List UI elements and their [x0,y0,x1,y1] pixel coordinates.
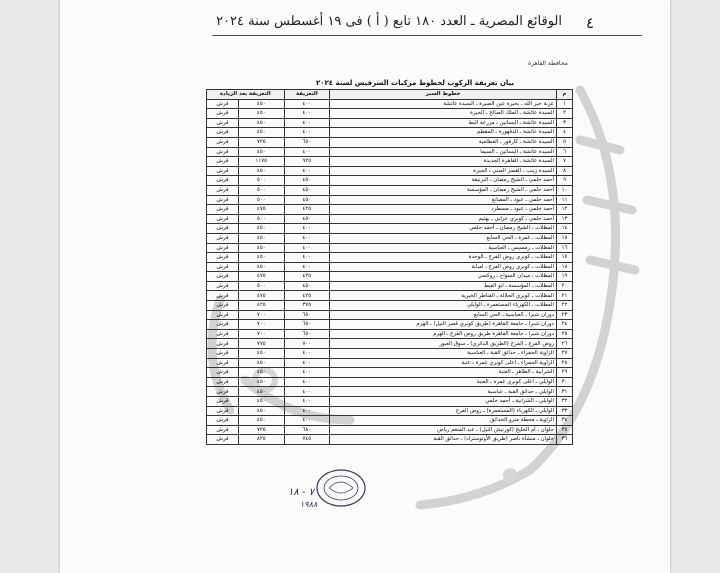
row-index: ٣١ [557,387,573,397]
row-new-fare: ٤٥٠ [238,368,284,378]
table-row [207,329,573,339]
official-stamp [315,468,367,508]
row-index: ١٥ [557,233,573,243]
row-fare: ٤٠٠ [284,349,330,359]
row-route: أحمد حلمي ـ عبود ـ المصانع [330,195,557,205]
row-index: ٣ [557,118,573,128]
table-row [207,349,573,359]
row-unit: قرش [207,377,239,387]
row-new-fare: ٥٠٠ [238,214,284,224]
row-fare: ٤٠٠ [284,147,330,157]
row-route: المظلات ـ الكهرباء المستعمرة ـ الوايلي [330,301,557,311]
table-row [207,147,573,157]
table-row [207,406,573,416]
row-new-fare: ٥٠٠ [238,195,284,205]
table-row [207,310,573,320]
row-unit: قرش [207,109,239,119]
row-unit: قرش [207,435,239,445]
header-title: الوقائع المصرية ـ العدد ١٨٠ تابع ( أ ) فى ١٩ أغسطس سنة ٢٠٢٤ [216,14,562,29]
table-row [207,128,573,138]
row-fare: ٤٠٠ [284,377,330,387]
governorate-label: محافظة القاهرة [528,60,568,67]
table-row [207,195,573,205]
table-row [207,205,573,215]
row-route: المظلات ـ ميدان السواح ـ روكسي [330,272,557,282]
row-fare: ٣٧٥ [284,301,330,311]
row-unit: قرش [207,128,239,138]
document-page [60,0,670,573]
header-rule [212,35,642,36]
row-new-fare: ٧٢٥ [238,425,284,435]
row-new-fare: ٤٥٠ [238,99,284,109]
row-index: ٢٩ [557,368,573,378]
row-route: الزاوية الحمراء ـ حدائق القبة ـ العباسية [330,349,557,359]
table-row [207,214,573,224]
row-new-fare: ٤٥٠ [238,262,284,272]
row-unit: قرش [207,118,239,128]
row-index: ١٩ [557,272,573,282]
col-new-fare-header: التعريفة بعد الزيادة [207,90,285,100]
row-unit: قرش [207,99,239,109]
row-route: المظلات ـ كوبري روض الفرج ـ الوحدة [330,253,557,263]
row-unit: قرش [207,205,239,215]
row-route: الزاوية ـ محطة مترو الحدائق [330,416,557,426]
row-index: ١٣ [557,214,573,224]
row-route: المظلات ـ كوبري الجلالة ـ القناطر الخيرية [330,291,557,301]
row-unit: قرش [207,387,239,397]
row-route: حلوان ـ منشأة ناصر (طريق الأوتوستراد) ـ حدائق القبة [330,435,557,445]
row-route: السيدة عائشة ـ القاهرة الجديدة [330,157,557,167]
fare-table [206,89,573,445]
row-new-fare: ٤٥٠ [238,224,284,234]
table-row [207,99,573,109]
row-route: أحمد حلمي ـ عبود ـ مسطرد [330,205,557,215]
row-index: ١٨ [557,262,573,272]
table-row [207,262,573,272]
row-route: الوايلي ـ اعلى كوبري غمرة ـ العتبة [330,377,557,387]
row-route: روض الفرج ـ المرج (الطريق الدائري) ـ سوق العبور [330,339,557,349]
row-fare: ٩٢٥ [284,157,330,167]
row-new-fare: ٤٥٠ [238,377,284,387]
col-fare-header: التعريفة [284,90,330,100]
row-new-fare: ٥٠٠ [238,185,284,195]
row-new-fare: ٤٧٥ [238,272,284,282]
row-index: ٢٣ [557,310,573,320]
row-route: دوران شبرا ـ جامعة القاهرة طريق روض الفرج ـ الهرم [330,329,557,339]
row-route: المظلات ـ المؤسسة ـ ابو الغيط [330,281,557,291]
row-new-fare: ٤٥٠ [238,253,284,263]
row-route: دوران شبرا ـ جامعة القاهرة (طريق كوبري قصر النيل) ـ الهرم [330,320,557,330]
table-row [207,109,573,119]
table-row [207,233,573,243]
table-body [207,99,573,444]
row-index: ٣٤ [557,416,573,426]
row-unit: قرش [207,281,239,291]
row-fare: ٤٠٠ [284,253,330,263]
row-new-fare: ٤٥٠ [238,387,284,397]
row-fare: ٤٥٠ [284,176,330,186]
row-index: ٢٤ [557,320,573,330]
row-fare: ٤٥٠ [284,195,330,205]
row-fare: ٤٠٠ [284,118,330,128]
row-unit: قرش [207,416,239,426]
row-index: ١ [557,99,573,109]
row-route: عزبة خير الله ـ بحيرة عين الصيرة ـ السيدة عائشة [330,99,557,109]
table-row [207,253,573,263]
row-fare: ٧٤٥ [284,435,330,445]
signature-date: ٧ - ١٨ [288,487,315,498]
row-fare: ٤٢٥ [284,205,330,215]
row-new-fare: ٤٥٠ [238,166,284,176]
row-new-fare: ٤٥٠ [238,349,284,359]
row-unit: قرش [207,253,239,263]
row-unit: قرش [207,243,239,253]
table-row [207,272,573,282]
row-unit: قرش [207,291,239,301]
row-route: الوايلي ـ الشرابية ـ أحمد حلمي [330,397,557,407]
row-fare: ٤٠٠ [284,166,330,176]
table-row [207,301,573,311]
table-header-row [207,90,573,100]
row-index: ٢٥ [557,329,573,339]
row-route: السيدة عائشة ـ كارفور ـ القطامية [330,137,557,147]
row-fare: ٦٨٠ [284,425,330,435]
table-row [207,339,573,349]
row-new-fare: ٤٥٠ [238,416,284,426]
row-fare: ٤٥٠ [284,281,330,291]
table-row [207,185,573,195]
row-unit: قرش [207,301,239,311]
row-index: ٢٢ [557,301,573,311]
row-unit: قرش [207,406,239,416]
row-index: ٥ [557,137,573,147]
row-new-fare: ٥٠٠ [238,176,284,186]
row-new-fare: ٤٥٠ [238,243,284,253]
table-row [207,387,573,397]
row-unit: قرش [207,320,239,330]
row-fare: ٤٠٠ [284,387,330,397]
row-index: ٢ [557,109,573,119]
row-route: حلوان ـ أم الخليج (كورنيش النيل) ـ عبد المنعم رياض [330,425,557,435]
row-fare: ٦٥٠ [284,310,330,320]
row-unit: قرش [207,358,239,368]
row-route: الوايلي ـ الكهرباء (المستعمرة) ـ روض الفرج [330,406,557,416]
row-route: السيدة عائشة ـ الدقهورة ـ المقطم [330,128,557,138]
table-row [207,425,573,435]
row-unit: قرش [207,137,239,147]
row-fare: ٤٠٠ [284,262,330,272]
row-index: ٤ [557,128,573,138]
row-new-fare: ٤٧٥ [238,291,284,301]
row-route: الشرابية ـ الظاهر ـ العتبة [330,368,557,378]
row-new-fare: ٧٢٥ [238,137,284,147]
row-route: السيدة عائشة ـ البساتين ـ مزرعة البط [330,118,557,128]
row-fare: ٤٠٠ [284,99,330,109]
row-index: ٣٣ [557,406,573,416]
table-row [207,291,573,301]
row-index: ٩ [557,176,573,186]
row-route: المظلات ـ كوبري روض الفرج ـ امبابة [330,262,557,272]
row-route: دوران شبرا ـ العباسية ـ الحي السابع [330,310,557,320]
row-index: ١٦ [557,243,573,253]
row-new-fare: ٤٥٠ [238,147,284,157]
row-new-fare: ٥٠٠ [238,281,284,291]
row-new-fare: ٤٥٠ [238,397,284,407]
row-unit: قرش [207,262,239,272]
table-row [207,368,573,378]
row-fare: ٦٥٠ [284,137,330,147]
row-new-fare: ٧٠٠ [238,320,284,330]
row-route: المظلات ـ الشيخ رمضان ـ أحمد حلمي [330,224,557,234]
table-row [207,166,573,176]
row-fare: ٤٥٠ [284,185,330,195]
row-unit: قرش [207,185,239,195]
row-index: ١٧ [557,253,573,263]
row-unit: قرش [207,339,239,349]
row-unit: قرش [207,176,239,186]
row-route: أحمد حلمي ـ الشيخ رمضان ـ البرنيقة [330,176,557,186]
row-fare: ٤٠٠ [284,358,330,368]
row-unit: قرش [207,166,239,176]
row-fare: ٤٠٠ [284,406,330,416]
row-fare: ٦٥٠ [284,329,330,339]
row-index: ١١ [557,195,573,205]
row-fare: ٤٠٠ [284,233,330,243]
row-new-fare: ٤٥٠ [238,406,284,416]
row-route: المظلات ـ غمرة ـ الحي السابع [330,233,557,243]
row-index: ٣٦ [557,435,573,445]
row-unit: قرش [207,368,239,378]
row-index: ٣٥ [557,425,573,435]
row-route: السيدة عائشة ـ الملك الصالح ـ الجيزة [330,109,557,119]
col-index-header: م [557,90,573,100]
table-row [207,243,573,253]
table-row [207,176,573,186]
row-route: الزاوية الحمراء ـ اعلى كوبري غمرة ـ عتبة [330,358,557,368]
row-new-fare: ٨٢٥ [238,435,284,445]
row-fare: ٤٠٠ [284,243,330,253]
page-number: ٤ [585,14,594,32]
row-new-fare: ٧٧٥ [238,339,284,349]
row-new-fare: ٤٧٥ [238,205,284,215]
table-row [207,377,573,387]
row-index: ٢٧ [557,349,573,359]
row-route: أحمد حلمي ـ الشيخ رمضان ـ المؤسسة [330,185,557,195]
table-row [207,281,573,291]
row-unit: قرش [207,349,239,359]
row-index: ١٢ [557,205,573,215]
row-unit: قرش [207,224,239,234]
row-fare: ٤٢٥ [284,291,330,301]
table-row [207,224,573,234]
table-row [207,358,573,368]
col-route-header: خطوط السير [330,90,557,100]
row-fare: ٤٥٠ [284,214,330,224]
table-row [207,137,573,147]
row-unit: قرش [207,157,239,167]
row-index: ٨ [557,166,573,176]
row-fare: ٧٠٠ [284,339,330,349]
table-row [207,435,573,445]
row-new-fare: ٤٥٠ [238,128,284,138]
row-index: ٦ [557,147,573,157]
row-route: أحمد حلمي ـ كوبري عرابي ـ بهتيم [330,214,557,224]
signature-number: ١٩٨٨ [300,500,318,509]
row-new-fare: ١١٧٥ [238,157,284,167]
row-fare: ٤٠٠ [284,128,330,138]
row-index: ٧ [557,157,573,167]
row-unit: قرش [207,397,239,407]
table-row [207,118,573,128]
row-fare: ٦٥٠ [284,320,330,330]
table-title: بيان تعريفة الركوب لخطوط مركبات السرفيس لسنة ٢٠٢٤ [315,79,515,87]
row-new-fare: ٤٥٠ [238,358,284,368]
row-fare: ٤٠٠ [284,397,330,407]
row-unit: قرش [207,195,239,205]
row-index: ٢٦ [557,339,573,349]
row-unit: قرش [207,272,239,282]
table-row [207,320,573,330]
row-unit: قرش [207,425,239,435]
row-new-fare: ٤٢٥ [238,301,284,311]
row-fare: ٤٢٥ [284,272,330,282]
table-row [207,416,573,426]
row-unit: قرش [207,310,239,320]
row-index: ٢١ [557,291,573,301]
row-unit: قرش [207,329,239,339]
row-unit: قرش [207,214,239,224]
row-fare: ٤٠٠ [284,224,330,234]
row-fare: ٤٠٠ [284,416,330,426]
table-row [207,157,573,167]
row-index: ٣٢ [557,397,573,407]
table-row [207,397,573,407]
row-index: ٢٨ [557,358,573,368]
row-index: ٢٠ [557,281,573,291]
row-route: الوايلي ـ حدائق القبة ـ عباسية [330,387,557,397]
row-unit: قرش [207,233,239,243]
row-new-fare: ٧٠٠ [238,310,284,320]
row-index: ١٠ [557,185,573,195]
row-fare: ٤٠٠ [284,109,330,119]
row-new-fare: ٤٥٠ [238,233,284,243]
row-index: ١٤ [557,224,573,234]
row-unit: قرش [207,147,239,157]
row-route: السيدة زينب ـ القصر العيني ـ الجيزة [330,166,557,176]
row-new-fare: ٤٥٠ [238,109,284,119]
row-fare: ٤٠٠ [284,368,330,378]
row-new-fare: ٤٥٠ [238,118,284,128]
row-route: المظلات ـ رمسيس ـ العباسية [330,243,557,253]
row-route: السيدة عائشة ـ البساتين ـ السيما [330,147,557,157]
row-new-fare: ٧٠٠ [238,329,284,339]
row-index: ٣٠ [557,377,573,387]
